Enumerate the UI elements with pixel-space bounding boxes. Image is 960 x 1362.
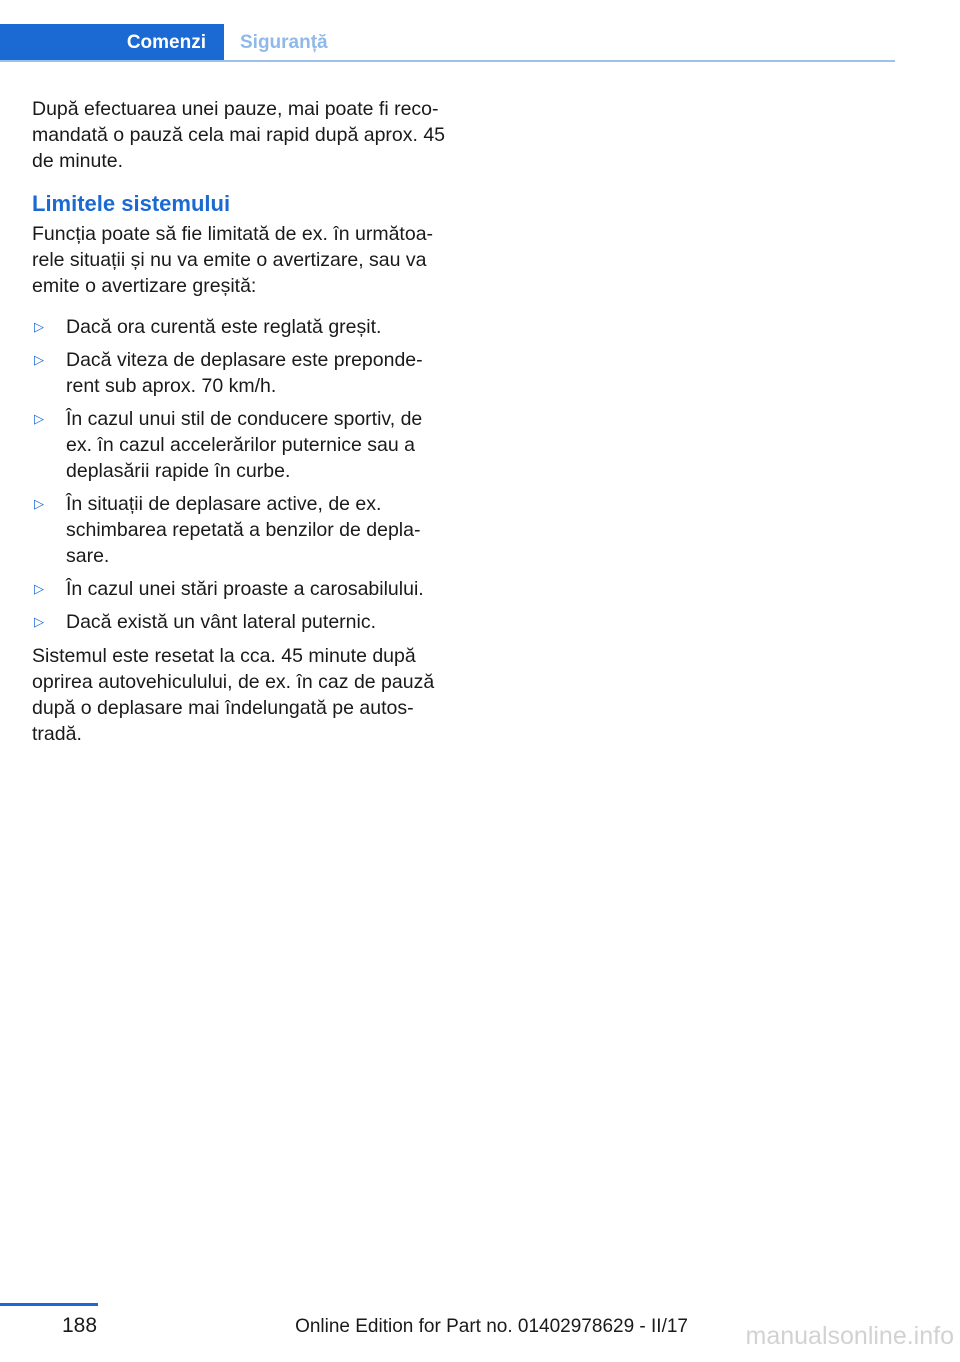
watermark-text: manualsonline.info bbox=[745, 1322, 954, 1350]
closing-paragraph: Sistemul este resetat la cca. 45 minute după oprirea autovehiculului, de ex. în caz de pauză după o deplasare mai îndelungată pe autostradă. bbox=[32, 645, 435, 745]
triangle-bullet-icon: ▷ bbox=[34, 496, 44, 511]
page-number: 188 bbox=[62, 1314, 98, 1337]
list-item bbox=[32, 314, 447, 340]
list-item-text: Dacă viteza de deplasare este preponderent sub aprox. 70 km/h. bbox=[66, 349, 423, 397]
list-item bbox=[32, 347, 447, 399]
list-item bbox=[32, 406, 447, 484]
list-item-text: În cazul unui stil de conducere sportiv, de ex. în cazul accelerărilor puternice sau a deplasării rapide în curbe. bbox=[66, 408, 423, 482]
triangle-bullet-icon: ▷ bbox=[34, 352, 44, 367]
list-item-text: În cazul unei stări proaste a carosabilului. bbox=[66, 578, 424, 600]
list-item-text: Dacă există un vânt lateral puternic. bbox=[66, 611, 377, 633]
page-content bbox=[32, 96, 447, 762]
triangle-bullet-icon: ▷ bbox=[34, 581, 44, 596]
list-item-text: În situații de deplasare active, de ex. schimbarea repetată a benzilor de deplasare. bbox=[66, 493, 421, 567]
tab-siguranta[interactable] bbox=[240, 24, 328, 62]
list-item bbox=[32, 491, 447, 569]
list-item bbox=[32, 609, 447, 635]
list-item-text: Dacă ora curentă este reglată greșit. bbox=[66, 316, 382, 338]
page-header bbox=[0, 24, 895, 60]
section-title: Limitele sistemului bbox=[32, 191, 231, 216]
footer-accent-line bbox=[0, 1303, 98, 1306]
section-intro-paragraph: Funcția poate să fie limitată de ex. în următoarele situații și nu va emite o avertizare, sau va emite o avertizare greșită: bbox=[32, 223, 434, 297]
intro-paragraph: După efectuarea unei pauze, mai poate fi recomandată o pauză cela mai rapid după aprox. 45 de minute. bbox=[32, 98, 446, 172]
triangle-bullet-icon: ▷ bbox=[34, 319, 44, 334]
triangle-bullet-icon: ▷ bbox=[34, 614, 44, 629]
triangle-bullet-icon: ▷ bbox=[34, 411, 44, 426]
tab-comenzi-label: Comenzi bbox=[126, 32, 206, 53]
edition-note: Online Edition for Part no. 01402978629 - II/17 bbox=[295, 1316, 688, 1337]
header-divider bbox=[0, 60, 895, 62]
tab-siguranta-label: Siguranță bbox=[240, 32, 328, 53]
list-item bbox=[32, 576, 447, 602]
tab-comenzi[interactable] bbox=[0, 24, 224, 62]
limitations-list bbox=[32, 314, 447, 635]
